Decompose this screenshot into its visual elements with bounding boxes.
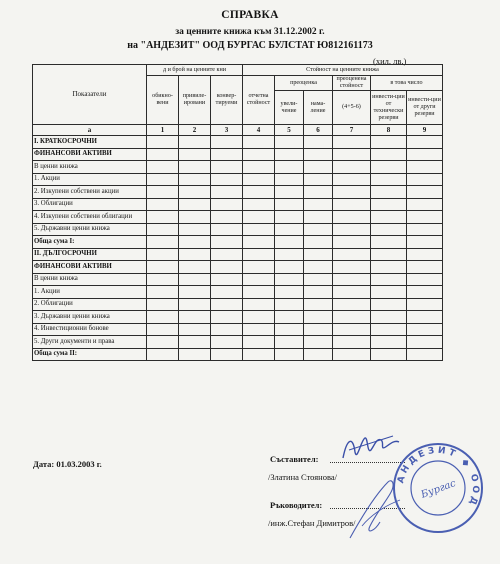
empty-cell: [147, 323, 179, 336]
empty-cell: [179, 323, 211, 336]
empty-cell: [275, 173, 304, 186]
empty-cell: [243, 161, 275, 174]
empty-cell: [211, 311, 243, 324]
row-label: 3. Държавни ценни книжа: [33, 311, 147, 324]
empty-cell: [371, 248, 407, 261]
header-namalenie: нама-ление: [304, 91, 333, 125]
empty-cell: [407, 211, 443, 224]
empty-cell: [371, 236, 407, 249]
table-row: [33, 198, 443, 211]
empty-cell: [333, 298, 371, 311]
manager-label: Ръководител:: [270, 500, 323, 510]
row-label: 5. Държавни ценни книжа: [33, 223, 147, 236]
empty-cell: [179, 211, 211, 224]
empty-cell: [333, 161, 371, 174]
table-row: [33, 148, 443, 161]
empty-cell: [304, 148, 333, 161]
empty-cell: [407, 148, 443, 161]
empty-cell: [243, 298, 275, 311]
empty-cell: [147, 348, 179, 361]
empty-cell: [275, 348, 304, 361]
empty-cell: [407, 136, 443, 149]
empty-cell: [304, 211, 333, 224]
empty-cell: [147, 273, 179, 286]
empty-cell: [243, 136, 275, 149]
column-number: 7: [333, 125, 371, 136]
empty-cell: [179, 286, 211, 299]
table-row: [33, 186, 443, 199]
empty-cell: [211, 236, 243, 249]
table-row: [33, 261, 443, 274]
empty-cell: [333, 236, 371, 249]
table-row: [33, 161, 443, 174]
empty-cell: [275, 186, 304, 199]
empty-cell: [211, 161, 243, 174]
empty-cell: [371, 298, 407, 311]
empty-cell: [243, 311, 275, 324]
header-value-group: Стойност на ценните книжа: [243, 65, 443, 76]
empty-cell: [371, 186, 407, 199]
table-row: [33, 323, 443, 336]
empty-cell: [407, 298, 443, 311]
empty-cell: [407, 161, 443, 174]
empty-cell: [407, 236, 443, 249]
empty-cell: [275, 311, 304, 324]
empty-cell: [179, 148, 211, 161]
empty-cell: [243, 348, 275, 361]
column-number: 8: [371, 125, 407, 136]
empty-cell: [179, 298, 211, 311]
column-number: 4: [243, 125, 275, 136]
empty-cell: [147, 311, 179, 324]
empty-cell: [211, 211, 243, 224]
column-number: 3: [211, 125, 243, 136]
empty-cell: [371, 136, 407, 149]
row-label: 4. Инвестиционни бонове: [33, 323, 147, 336]
empty-cell: [275, 148, 304, 161]
empty-cell: [179, 336, 211, 349]
empty-cell: [275, 236, 304, 249]
empty-cell: [371, 336, 407, 349]
empty-cell: [304, 136, 333, 149]
header-v-tova-chislo: в това число: [371, 76, 443, 91]
header-formula: (4+5-6): [333, 91, 371, 125]
empty-cell: [147, 298, 179, 311]
empty-cell: [304, 248, 333, 261]
empty-cell: [147, 161, 179, 174]
empty-cell: [179, 236, 211, 249]
empty-cell: [304, 236, 333, 249]
empty-cell: [333, 173, 371, 186]
row-label: II. ДЪЛГОСРОЧНИ: [33, 248, 147, 261]
header-technical-reserves: инвести-ции от технически резерви: [371, 91, 407, 125]
table-row: [33, 173, 443, 186]
empty-cell: [371, 173, 407, 186]
empty-cell: [333, 273, 371, 286]
header-otchetna: отчетна стойност: [243, 76, 275, 125]
table-row: [33, 211, 443, 224]
empty-cell: [211, 186, 243, 199]
empty-cell: [333, 186, 371, 199]
compiler-name: /Златина Стоянова/: [268, 472, 338, 482]
empty-cell: [371, 161, 407, 174]
row-label: 4. Изкупени собствени облигации: [33, 211, 147, 224]
empty-cell: [179, 261, 211, 274]
empty-cell: [275, 198, 304, 211]
empty-cell: [275, 273, 304, 286]
empty-cell: [304, 261, 333, 274]
header-indicators: Показатели: [33, 65, 147, 125]
empty-cell: [243, 198, 275, 211]
empty-cell: [275, 136, 304, 149]
empty-cell: [407, 273, 443, 286]
empty-cell: [333, 323, 371, 336]
empty-cell: [407, 311, 443, 324]
empty-cell: [407, 186, 443, 199]
empty-cell: [147, 236, 179, 249]
empty-cell: [304, 348, 333, 361]
header-preocenka: преоценка: [275, 76, 333, 91]
compiler-label: Съставител:: [270, 454, 319, 464]
empty-cell: [179, 198, 211, 211]
empty-cell: [147, 136, 179, 149]
table-row: [33, 236, 443, 249]
empty-cell: [275, 323, 304, 336]
empty-cell: [243, 248, 275, 261]
empty-cell: [179, 136, 211, 149]
empty-cell: [371, 261, 407, 274]
header-uvelichenie: увели-чение: [275, 91, 304, 125]
document-title: СПРАВКА: [221, 9, 279, 21]
column-numbering-row: [33, 125, 443, 136]
empty-cell: [407, 286, 443, 299]
empty-cell: [211, 248, 243, 261]
empty-cell: [275, 298, 304, 311]
empty-cell: [179, 173, 211, 186]
empty-cell: [304, 173, 333, 186]
empty-cell: [407, 198, 443, 211]
header-preocenena: преоценена стойност: [333, 76, 371, 91]
row-label: ФИНАНСОВИ АКТИВИ: [33, 261, 147, 274]
header-konvertiruemi: конвер-тируеми: [211, 76, 243, 125]
column-number: 1: [147, 125, 179, 136]
empty-cell: [179, 273, 211, 286]
empty-cell: [243, 173, 275, 186]
empty-cell: [333, 348, 371, 361]
table-row: [33, 136, 443, 149]
empty-cell: [407, 223, 443, 236]
empty-cell: [407, 248, 443, 261]
empty-cell: [275, 223, 304, 236]
empty-cell: [243, 273, 275, 286]
empty-cell: [333, 148, 371, 161]
empty-cell: [275, 211, 304, 224]
table-row: [33, 286, 443, 299]
column-number: а: [33, 125, 147, 136]
empty-cell: [243, 148, 275, 161]
empty-cell: [275, 161, 304, 174]
empty-cell: [333, 248, 371, 261]
empty-cell: [211, 298, 243, 311]
empty-cell: [304, 311, 333, 324]
empty-cell: [147, 198, 179, 211]
empty-cell: [304, 298, 333, 311]
empty-cell: [211, 286, 243, 299]
table-row: [33, 223, 443, 236]
empty-cell: [147, 211, 179, 224]
empty-cell: [304, 336, 333, 349]
empty-cell: [243, 336, 275, 349]
table-row: [33, 273, 443, 286]
empty-cell: [243, 186, 275, 199]
row-label: 2. Облигации: [33, 298, 147, 311]
empty-cell: [243, 261, 275, 274]
empty-cell: [275, 248, 304, 261]
row-label: 1. Акции: [33, 286, 147, 299]
column-number: 9: [407, 125, 443, 136]
empty-cell: [333, 286, 371, 299]
svg-text:АНДЕЗИТ ◆ ООД: АНДЕЗИТ ◆ ООД: [396, 445, 481, 509]
empty-cell: [179, 248, 211, 261]
empty-cell: [333, 136, 371, 149]
empty-cell: [243, 286, 275, 299]
column-number: 6: [304, 125, 333, 136]
row-label: 1. Акции: [33, 173, 147, 186]
empty-cell: [407, 336, 443, 349]
empty-cell: [179, 311, 211, 324]
empty-cell: [371, 223, 407, 236]
unit-label: (хил. лв.): [373, 56, 407, 66]
empty-cell: [304, 223, 333, 236]
empty-cell: [179, 186, 211, 199]
empty-cell: [333, 211, 371, 224]
empty-cell: [243, 223, 275, 236]
header-obiknoveni: обикно-вени: [147, 76, 179, 125]
column-number: 5: [275, 125, 304, 136]
empty-cell: [371, 273, 407, 286]
row-label: В ценни книжа: [33, 273, 147, 286]
row-label: I. КРАТКОСРОЧНИ: [33, 136, 147, 149]
svg-text:Бургас: Бургас: [419, 478, 458, 501]
table-row: [33, 336, 443, 349]
empty-cell: [407, 323, 443, 336]
empty-cell: [211, 148, 243, 161]
row-label: В ценни книжа: [33, 161, 147, 174]
empty-cell: [333, 261, 371, 274]
empty-cell: [243, 323, 275, 336]
empty-cell: [371, 286, 407, 299]
table-row: [33, 298, 443, 311]
empty-cell: [211, 336, 243, 349]
empty-cell: [333, 311, 371, 324]
empty-cell: [275, 286, 304, 299]
row-label: Обща сума I:: [33, 236, 147, 249]
table-row: [33, 311, 443, 324]
empty-cell: [333, 223, 371, 236]
empty-cell: [211, 261, 243, 274]
empty-cell: [211, 323, 243, 336]
row-label: Обща сума II:: [33, 348, 147, 361]
header-other-reserves: инвести-ции от други резерви: [407, 91, 443, 125]
empty-cell: [371, 198, 407, 211]
row-label: ФИНАНСОВИ АКТИВИ: [33, 148, 147, 161]
empty-cell: [275, 336, 304, 349]
empty-cell: [333, 336, 371, 349]
empty-cell: [211, 136, 243, 149]
empty-cell: [147, 336, 179, 349]
row-label: 3. Облигации: [33, 198, 147, 211]
empty-cell: [147, 148, 179, 161]
empty-cell: [243, 211, 275, 224]
empty-cell: [371, 148, 407, 161]
manager-name: /инж.Стефан Димитров/: [268, 518, 356, 528]
empty-cell: [147, 248, 179, 261]
empty-cell: [304, 323, 333, 336]
empty-cell: [407, 173, 443, 186]
document-subtitle: за ценните книжа към 31.12.2002 г.: [175, 27, 325, 37]
empty-cell: [304, 286, 333, 299]
header-count-group: д и брой на ценните кни: [147, 65, 243, 76]
empty-cell: [211, 273, 243, 286]
empty-cell: [304, 273, 333, 286]
empty-cell: [407, 348, 443, 361]
empty-cell: [333, 198, 371, 211]
empty-cell: [211, 173, 243, 186]
securities-table: [32, 64, 443, 361]
empty-cell: [371, 211, 407, 224]
empty-cell: [179, 348, 211, 361]
row-label: 5. Други документи и права: [33, 336, 147, 349]
empty-cell: [243, 236, 275, 249]
table-row: [33, 248, 443, 261]
table-row: [33, 348, 443, 361]
empty-cell: [304, 186, 333, 199]
empty-cell: [179, 161, 211, 174]
column-number: 2: [179, 125, 211, 136]
empty-cell: [211, 198, 243, 211]
empty-cell: [147, 286, 179, 299]
row-label: 2. Изкупени собствени акции: [33, 186, 147, 199]
empty-cell: [371, 348, 407, 361]
empty-cell: [179, 223, 211, 236]
empty-cell: [371, 311, 407, 324]
empty-cell: [304, 198, 333, 211]
empty-cell: [371, 323, 407, 336]
empty-cell: [275, 261, 304, 274]
empty-cell: [304, 161, 333, 174]
empty-cell: [147, 186, 179, 199]
empty-cell: [211, 348, 243, 361]
empty-cell: [147, 173, 179, 186]
company-stamp: [390, 440, 486, 536]
empty-cell: [147, 223, 179, 236]
company-line: на "АНДЕЗИТ" ООД БУРГАС БУЛСТАТ Ю812161173: [127, 40, 373, 51]
document-date: Дата: 01.03.2003 г.: [33, 459, 102, 469]
empty-cell: [211, 223, 243, 236]
empty-cell: [147, 261, 179, 274]
header-privilegirovani: привиле-ировани: [179, 76, 211, 125]
empty-cell: [407, 261, 443, 274]
